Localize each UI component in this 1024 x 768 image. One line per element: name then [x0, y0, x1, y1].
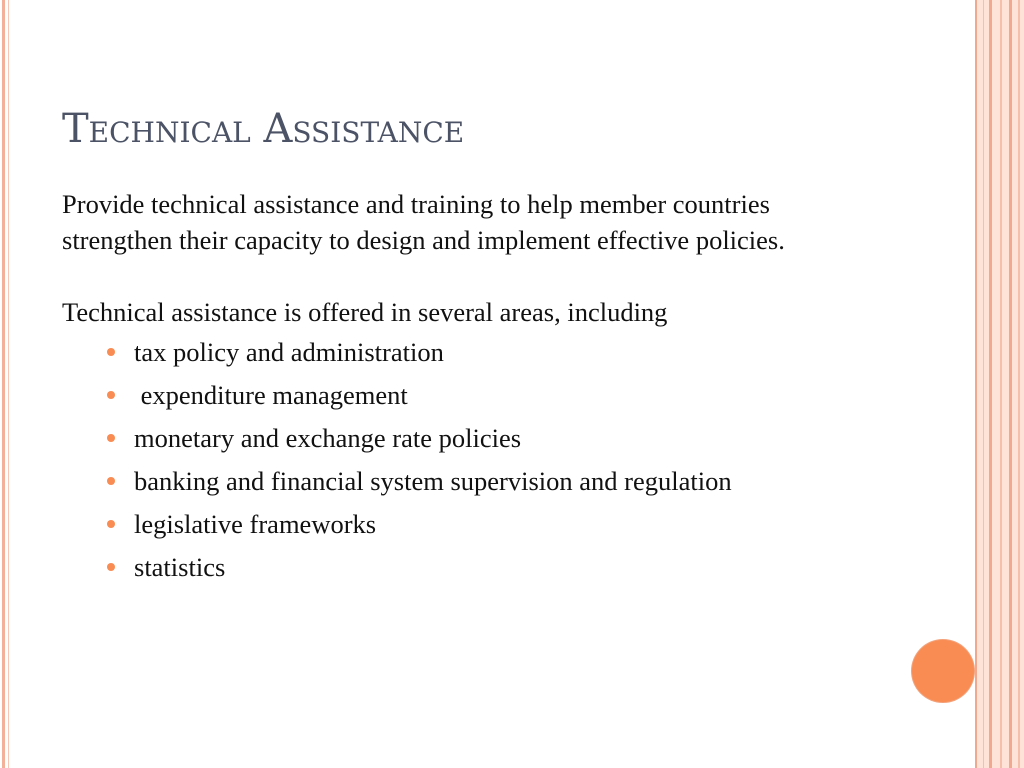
accent-circle [912, 640, 974, 702]
right-stripe [989, 0, 992, 768]
list-item-text: banking and financial system supervision and regulation [134, 466, 732, 496]
intro-paragraph: Provide technical assistance and training to help member countries strengthen their capacity to design and implement effective policies. [62, 189, 785, 255]
bullet-icon [107, 391, 115, 399]
bullet-icon [107, 434, 115, 442]
list-item [134, 463, 794, 499]
right-stripe [983, 0, 984, 768]
right-stripe [1000, 0, 1002, 768]
left-border-line [2, 0, 5, 768]
areas-paragraph: Technical assistance is offered in several areas, including [62, 297, 668, 327]
slide-body [62, 186, 882, 592]
list-item-text: expenditure management [134, 380, 408, 410]
list-item-text: statistics [134, 552, 226, 582]
list-item [134, 549, 882, 585]
areas-list [62, 334, 882, 585]
right-stripe [1009, 0, 1012, 768]
list-item [134, 420, 882, 456]
list-item-text: monetary and exchange rate policies [134, 423, 522, 453]
bullet-icon [107, 348, 115, 356]
right-stripe [975, 0, 977, 768]
bullet-icon [107, 477, 115, 485]
bullet-icon [107, 520, 115, 528]
list-item-text: legislative frameworks [134, 509, 377, 539]
right-stripe [1018, 0, 1020, 768]
list-item [134, 377, 882, 413]
list-item-text: tax policy and administration [134, 337, 444, 367]
slide-title: Technical Assistance [62, 106, 465, 152]
bullet-icon [107, 563, 115, 571]
list-item [134, 506, 882, 542]
left-border-line-inner [8, 0, 9, 768]
list-item [134, 334, 882, 370]
